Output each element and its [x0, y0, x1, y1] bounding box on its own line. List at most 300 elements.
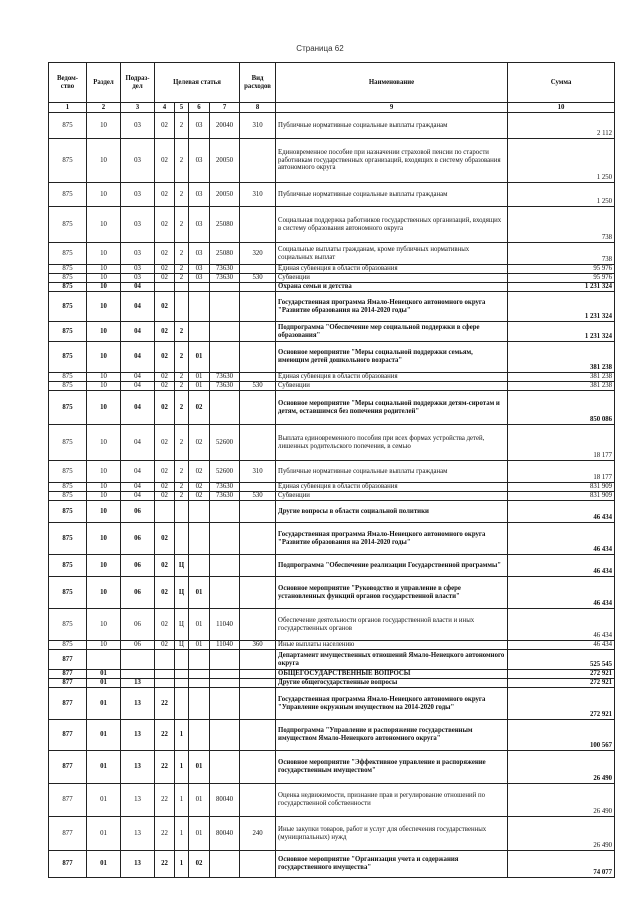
expense-type-code: 310: [240, 461, 276, 483]
item-sum: 381 238: [508, 373, 615, 382]
expense-type-code: 530: [240, 382, 276, 391]
activity-code: 03: [189, 113, 210, 139]
subprogram-code: 1: [175, 751, 189, 784]
activity-code: [189, 670, 210, 679]
expense-type-code: [240, 670, 276, 679]
subprogram-code: 2: [175, 274, 189, 283]
item-name: Основное мероприятие "Организация учета и содержания государственного имущества": [276, 851, 508, 878]
activity-code: 01: [189, 641, 210, 650]
dept-code: 875: [49, 342, 87, 373]
dept-code: 877: [49, 817, 87, 851]
section-code: 10: [87, 501, 121, 523]
program-code: 02: [155, 492, 175, 501]
activity-code: 02: [189, 492, 210, 501]
column-number: 6: [189, 103, 210, 113]
item-sum: 46 434: [508, 641, 615, 650]
activity-code: 01: [189, 373, 210, 382]
subsection-code: 04: [121, 492, 155, 501]
table-row: [49, 492, 615, 501]
column-number: 7: [210, 103, 240, 113]
table-body: [49, 113, 615, 878]
subprogram-code: Ц: [175, 609, 189, 641]
table-row: [49, 523, 615, 555]
subprogram-code: [175, 679, 189, 688]
direction-code: 25080: [210, 243, 240, 265]
column-number: 1: [49, 103, 87, 113]
activity-code: 03: [189, 139, 210, 183]
section-code: 10: [87, 577, 121, 609]
item-sum: 1 231 324: [508, 292, 615, 322]
direction-code: [210, 322, 240, 342]
program-code: 02: [155, 483, 175, 492]
item-sum: 381 238: [508, 382, 615, 391]
direction-code: 20040: [210, 113, 240, 139]
subsection-code: 03: [121, 113, 155, 139]
item-sum: 26 490: [508, 817, 615, 851]
program-code: 02: [155, 382, 175, 391]
item-name: Единовременное пособие при назначении страховой пенсии по старости работникам государственных организаций, входящих в систему образования автономного округа: [276, 139, 508, 183]
direction-code: 73630: [210, 382, 240, 391]
item-sum: 2 112: [508, 113, 615, 139]
dept-code: 875: [49, 501, 87, 523]
dept-code: 875: [49, 492, 87, 501]
item-sum: 74 077: [508, 851, 615, 878]
subsection-code: 13: [121, 720, 155, 751]
expense-type-code: 310: [240, 183, 276, 207]
table-row: [49, 113, 615, 139]
direction-code: [210, 523, 240, 555]
expense-type-code: [240, 265, 276, 274]
direction-code: 25080: [210, 207, 240, 243]
direction-code: 73630: [210, 373, 240, 382]
subsection-code: 03: [121, 243, 155, 265]
item-sum: 46 434: [508, 501, 615, 523]
dept-code: 875: [49, 113, 87, 139]
expense-type-code: [240, 373, 276, 382]
expense-type-code: 360: [240, 641, 276, 650]
table-row: [49, 274, 615, 283]
activity-code: 03: [189, 243, 210, 265]
activity-code: [189, 688, 210, 720]
table-row: [49, 751, 615, 784]
subprogram-code: Ц: [175, 555, 189, 577]
program-code: 02: [155, 609, 175, 641]
subprogram-code: [175, 283, 189, 292]
subsection-code: 13: [121, 751, 155, 784]
subsection-code: 04: [121, 483, 155, 492]
column-number: 8: [240, 103, 276, 113]
expense-type-code: [240, 425, 276, 461]
item-name: Социальная поддержка работников государственных организаций, входящих в систему образования автономного округа: [276, 207, 508, 243]
section-code: 10: [87, 523, 121, 555]
subsection-code: 13: [121, 784, 155, 817]
table-row: [49, 243, 615, 265]
item-sum: 95 976: [508, 265, 615, 274]
subsection-code: 04: [121, 292, 155, 322]
subprogram-code: 2: [175, 342, 189, 373]
program-code: 02: [155, 373, 175, 382]
item-sum: 46 434: [508, 523, 615, 555]
subsection-code: 06: [121, 609, 155, 641]
direction-code: [210, 555, 240, 577]
budget-table: [48, 62, 615, 878]
section-code: 10: [87, 283, 121, 292]
direction-code: 73630: [210, 483, 240, 492]
expense-type-code: [240, 292, 276, 322]
item-sum: 381 238: [508, 342, 615, 373]
subsection-code: 04: [121, 373, 155, 382]
dept-code: 875: [49, 207, 87, 243]
program-code: 02: [155, 342, 175, 373]
program-code: [155, 670, 175, 679]
expense-type-code: 530: [240, 274, 276, 283]
subsection-code: [121, 650, 155, 670]
table-row: [49, 391, 615, 425]
direction-code: 80040: [210, 817, 240, 851]
program-code: 02: [155, 641, 175, 650]
expense-type-code: [240, 523, 276, 555]
item-sum: 738: [508, 243, 615, 265]
item-name: Подпрограмма "Обеспечение реализации Государственной программы": [276, 555, 508, 577]
header-name: Наименование: [276, 63, 508, 103]
table-row: [49, 342, 615, 373]
section-code: 10: [87, 483, 121, 492]
section-code: 10: [87, 373, 121, 382]
table-row: [49, 483, 615, 492]
section-code: 10: [87, 342, 121, 373]
table-row: [49, 461, 615, 483]
activity-code: [189, 555, 210, 577]
table-row: [49, 784, 615, 817]
subprogram-code: Ц: [175, 641, 189, 650]
section-code: 10: [87, 113, 121, 139]
header-expense-type: Вид расходов: [240, 63, 276, 103]
direction-code: 11040: [210, 641, 240, 650]
subprogram-code: 2: [175, 461, 189, 483]
section-code: 01: [87, 670, 121, 679]
expense-type-code: [240, 609, 276, 641]
section-code: 10: [87, 265, 121, 274]
table-row: [49, 688, 615, 720]
item-name: Подпрограмма "Обеспечение мер социальной поддержки в сфере образования": [276, 322, 508, 342]
program-code: 22: [155, 751, 175, 784]
header-section: Раздел: [87, 63, 121, 103]
subsection-code: 03: [121, 183, 155, 207]
direction-code: [210, 292, 240, 322]
column-number: 2: [87, 103, 121, 113]
program-code: 02: [155, 391, 175, 425]
subsection-code: 06: [121, 577, 155, 609]
dept-code: 877: [49, 688, 87, 720]
page-label: Страница 62: [296, 44, 344, 53]
subprogram-code: 2: [175, 183, 189, 207]
expense-type-code: [240, 650, 276, 670]
item-name: Единая субвенция в области образования: [276, 373, 508, 382]
program-code: 02: [155, 322, 175, 342]
expense-type-code: [240, 577, 276, 609]
subprogram-code: 2: [175, 492, 189, 501]
item-name: ОБЩЕГОСУДАРСТВЕННЫЕ ВОПРОСЫ: [276, 670, 508, 679]
dept-code: 875: [49, 391, 87, 425]
subsection-code: 06: [121, 641, 155, 650]
dept-code: 875: [49, 265, 87, 274]
section-code: [87, 650, 121, 670]
dept-code: 877: [49, 650, 87, 670]
subprogram-code: 2: [175, 382, 189, 391]
item-name: Обеспечение деятельности органов государственной власти и иных государственных органов: [276, 609, 508, 641]
item-sum: 46 434: [508, 577, 615, 609]
dept-code: 877: [49, 720, 87, 751]
item-name: Единая субвенция в области образования: [276, 483, 508, 492]
activity-code: [189, 679, 210, 688]
subsection-code: 03: [121, 274, 155, 283]
expense-type-code: [240, 322, 276, 342]
subsection-code: 03: [121, 139, 155, 183]
dept-code: 875: [49, 483, 87, 492]
activity-code: [189, 283, 210, 292]
activity-code: 01: [189, 751, 210, 784]
expense-type-code: [240, 851, 276, 878]
subsection-code: 04: [121, 342, 155, 373]
expense-type-code: [240, 483, 276, 492]
program-code: 02: [155, 461, 175, 483]
activity-code: 01: [189, 382, 210, 391]
section-code: 10: [87, 555, 121, 577]
activity-code: 01: [189, 577, 210, 609]
direction-code: [210, 688, 240, 720]
section-code: 10: [87, 461, 121, 483]
item-sum: 525 545: [508, 650, 615, 670]
table-row: [49, 382, 615, 391]
table-row: [49, 679, 615, 688]
section-code: 10: [87, 382, 121, 391]
subprogram-code: 1: [175, 851, 189, 878]
table-row: [49, 650, 615, 670]
dept-code: 875: [49, 373, 87, 382]
direction-code: 20050: [210, 139, 240, 183]
section-code: 01: [87, 817, 121, 851]
program-code: 02: [155, 274, 175, 283]
section-code: 10: [87, 139, 121, 183]
dept-code: 875: [49, 292, 87, 322]
activity-code: [189, 501, 210, 523]
direction-code: [210, 679, 240, 688]
dept-code: 877: [49, 784, 87, 817]
item-name: Публичные нормативные социальные выплаты гражданам: [276, 461, 508, 483]
program-code: [155, 679, 175, 688]
subsection-code: 04: [121, 461, 155, 483]
program-code: 02: [155, 577, 175, 609]
activity-code: 03: [189, 183, 210, 207]
direction-code: [210, 720, 240, 751]
subsection-code: 06: [121, 523, 155, 555]
subprogram-code: 2: [175, 265, 189, 274]
direction-code: [210, 851, 240, 878]
table-row: [49, 817, 615, 851]
dept-code: 875: [49, 425, 87, 461]
expense-type-code: 530: [240, 492, 276, 501]
dept-code: 875: [49, 139, 87, 183]
subsection-code: 13: [121, 817, 155, 851]
column-number: 5: [175, 103, 189, 113]
expense-type-code: 310: [240, 113, 276, 139]
item-name: Основное мероприятие "Руководство и управление в сфере установленных функций органов государственной власти": [276, 577, 508, 609]
section-code: 10: [87, 322, 121, 342]
item-name: Социальные выплаты гражданам, кроме публичных нормативных социальных выплат: [276, 243, 508, 265]
direction-code: 80040: [210, 784, 240, 817]
activity-code: 01: [189, 817, 210, 851]
dept-code: 875: [49, 183, 87, 207]
activity-code: 03: [189, 207, 210, 243]
subsection-code: 04: [121, 322, 155, 342]
subsection-code: 04: [121, 391, 155, 425]
table-row: [49, 501, 615, 523]
subprogram-code: 2: [175, 322, 189, 342]
item-name: Основное мероприятие "Меры социальной поддержки детям-сиротам и детям, оставшимся без попечения родителей": [276, 391, 508, 425]
item-sum: 850 086: [508, 391, 615, 425]
section-code: 10: [87, 425, 121, 461]
item-sum: 1 250: [508, 183, 615, 207]
direction-code: 73630: [210, 492, 240, 501]
dept-code: 875: [49, 274, 87, 283]
activity-code: [189, 292, 210, 322]
expense-type-code: [240, 555, 276, 577]
subprogram-code: Ц: [175, 577, 189, 609]
section-code: 01: [87, 784, 121, 817]
section-code: 10: [87, 207, 121, 243]
column-number-row: [49, 103, 615, 113]
expense-type-code: [240, 784, 276, 817]
subsection-code: 06: [121, 501, 155, 523]
item-name: Государственная программа Ямало-Ненецкого автономного округа "Развитие образования на 2014-2020 годы": [276, 292, 508, 322]
activity-code: 01: [189, 342, 210, 373]
program-code: 02: [155, 183, 175, 207]
section-code: 10: [87, 243, 121, 265]
activity-code: 02: [189, 391, 210, 425]
section-code: 10: [87, 183, 121, 207]
direction-code: 52600: [210, 425, 240, 461]
header-sum: Сумма: [508, 63, 615, 103]
item-sum: 46 434: [508, 609, 615, 641]
subsection-code: 13: [121, 688, 155, 720]
column-number: 3: [121, 103, 155, 113]
dept-code: 875: [49, 641, 87, 650]
item-name: Департамент имущественных отношений Ямало-Ненецкого автономного округа: [276, 650, 508, 670]
program-code: 22: [155, 817, 175, 851]
item-name: Публичные нормативные социальные выплаты гражданам: [276, 183, 508, 207]
expense-type-code: [240, 207, 276, 243]
subprogram-code: 2: [175, 139, 189, 183]
subprogram-code: [175, 501, 189, 523]
item-sum: 272 921: [508, 670, 615, 679]
program-code: 02: [155, 139, 175, 183]
direction-code: [210, 650, 240, 670]
dept-code: 877: [49, 751, 87, 784]
item-sum: 46 434: [508, 555, 615, 577]
table-row: [49, 577, 615, 609]
direction-code: 11040: [210, 609, 240, 641]
subsection-code: [121, 670, 155, 679]
table-row: [49, 851, 615, 878]
item-sum: 1 231 324: [508, 283, 615, 292]
subprogram-code: 2: [175, 373, 189, 382]
item-sum: 18 177: [508, 425, 615, 461]
table-row: [49, 373, 615, 382]
subprogram-code: 2: [175, 425, 189, 461]
item-sum: 1 250: [508, 139, 615, 183]
direction-code: 73630: [210, 274, 240, 283]
item-name: Охрана семьи и детства: [276, 283, 508, 292]
section-code: 10: [87, 492, 121, 501]
expense-type-code: [240, 342, 276, 373]
activity-code: 03: [189, 265, 210, 274]
direction-code: [210, 342, 240, 373]
table-row: [49, 207, 615, 243]
dept-code: 875: [49, 609, 87, 641]
subprogram-code: 2: [175, 483, 189, 492]
subprogram-code: [175, 292, 189, 322]
expense-type-code: [240, 391, 276, 425]
expense-type-code: [240, 688, 276, 720]
subsection-code: 04: [121, 382, 155, 391]
item-name: Другие вопросы в области социальной политики: [276, 501, 508, 523]
table-row: [49, 139, 615, 183]
section-code: 01: [87, 751, 121, 784]
item-sum: 738: [508, 207, 615, 243]
program-code: [155, 283, 175, 292]
dept-code: 875: [49, 523, 87, 555]
item-name: Субвенции: [276, 492, 508, 501]
direction-code: [210, 501, 240, 523]
subsection-code: 04: [121, 425, 155, 461]
expense-type-code: [240, 283, 276, 292]
item-name: Государственная программа Ямало-Ненецкого автономного округа "Развитие образования на 2014-2020 годы": [276, 523, 508, 555]
table-row: [49, 720, 615, 751]
column-number: 4: [155, 103, 175, 113]
program-code: 02: [155, 555, 175, 577]
subprogram-code: [175, 523, 189, 555]
direction-code: [210, 283, 240, 292]
section-code: 01: [87, 679, 121, 688]
dept-code: 877: [49, 851, 87, 878]
section-code: 01: [87, 720, 121, 751]
table-row: [49, 670, 615, 679]
item-name: Подпрограмма "Управление и распоряжение государственным имуществом Ямало-Ненецкого автономного округа": [276, 720, 508, 751]
item-name: Иные выплаты населению: [276, 641, 508, 650]
item-name: Иные закупки товаров, работ и услуг для обеспечения государственных (муниципальных) нужд: [276, 817, 508, 851]
subprogram-code: 2: [175, 207, 189, 243]
activity-code: [189, 523, 210, 555]
subprogram-code: 2: [175, 113, 189, 139]
expense-type-code: [240, 679, 276, 688]
expense-type-code: [240, 720, 276, 751]
subprogram-code: 2: [175, 243, 189, 265]
activity-code: 01: [189, 784, 210, 817]
program-code: 22: [155, 688, 175, 720]
section-code: 10: [87, 609, 121, 641]
activity-code: 01: [189, 609, 210, 641]
header-department: Ведом-ство: [49, 63, 87, 103]
section-code: 10: [87, 292, 121, 322]
direction-code: [210, 751, 240, 784]
direction-code: 20050: [210, 183, 240, 207]
table-row: [49, 292, 615, 322]
program-code: 02: [155, 207, 175, 243]
activity-code: [189, 322, 210, 342]
dept-code: 875: [49, 243, 87, 265]
table-row: [49, 609, 615, 641]
activity-code: 02: [189, 425, 210, 461]
